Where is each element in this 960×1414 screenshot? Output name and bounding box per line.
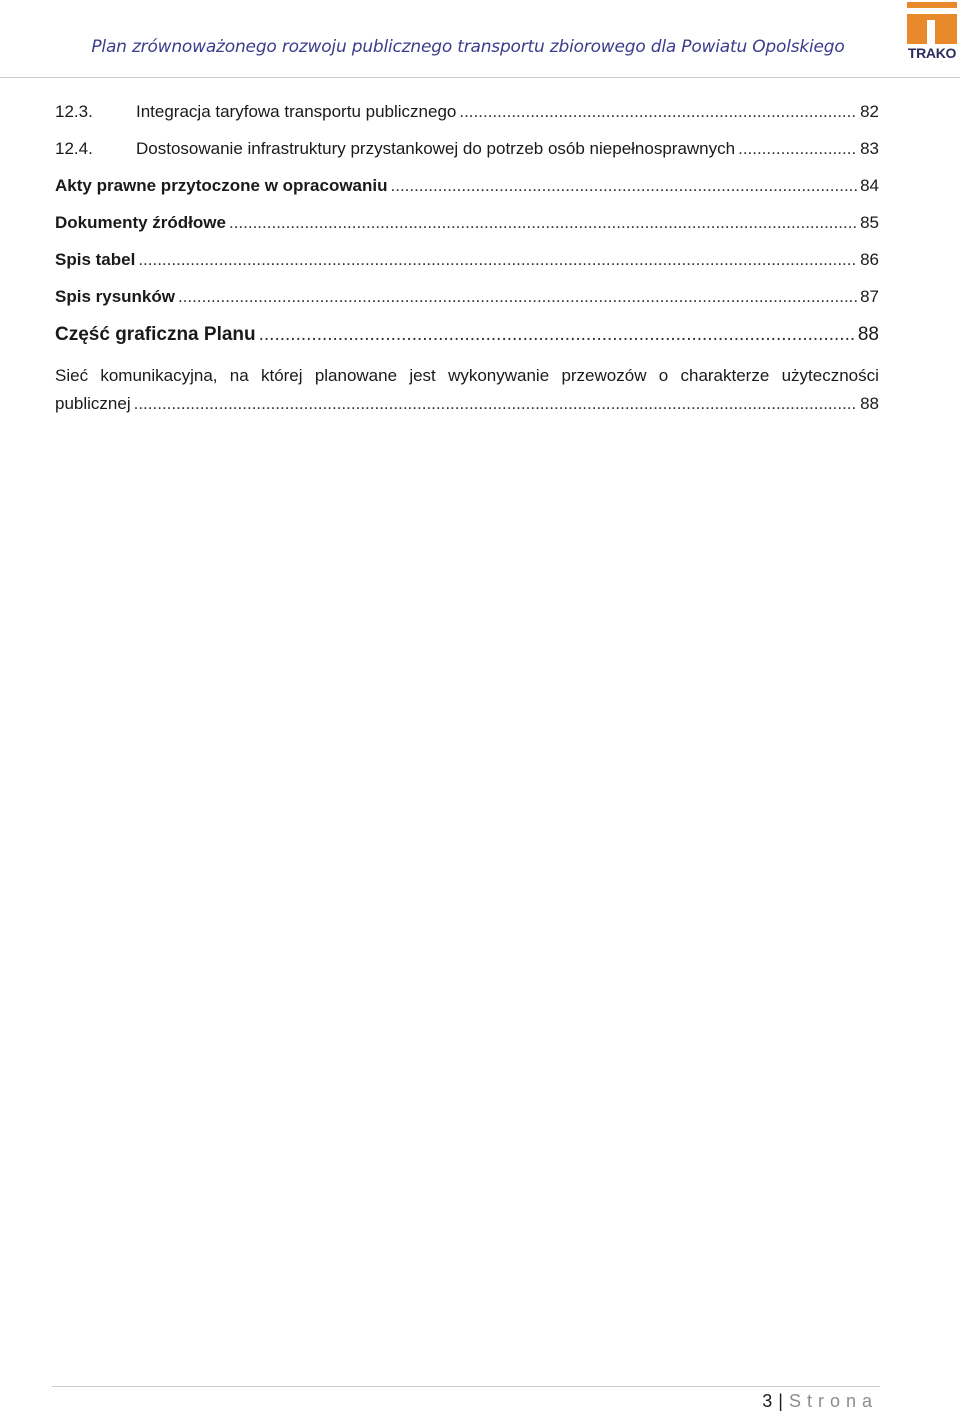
toc-entry-akty-prawne[interactable] bbox=[55, 176, 879, 213]
toc-entry-label-line2 bbox=[55, 394, 879, 422]
toc-leader-dots bbox=[391, 176, 858, 196]
toc-entry-page: 87 bbox=[860, 287, 879, 306]
toc-word: przewozów bbox=[561, 366, 647, 385]
running-header: Plan zrównoważonego rozwoju publicznego transportu zbiorowego dla Powiatu Opolskiego bbox=[91, 37, 845, 57]
toc-entry-page: 88 bbox=[860, 394, 879, 413]
toc-entry-spis-rysunkow[interactable] bbox=[55, 287, 879, 324]
toc-entry-siec-komunikacyjna[interactable] bbox=[55, 366, 879, 422]
toc-word: na bbox=[229, 366, 249, 385]
toc-entry-label: Dostosowanie infrastruktury przystankowej do potrzeb osób niepełnosprawnych bbox=[136, 139, 736, 158]
toc-leader-dots bbox=[229, 213, 857, 233]
table-of-contents bbox=[55, 102, 879, 422]
toc-entry-number: 12.4. bbox=[55, 139, 93, 158]
toc-entry-page: 82 bbox=[860, 102, 879, 121]
toc-entry-label-line1 bbox=[55, 366, 879, 394]
trako-logo bbox=[904, 0, 960, 64]
toc-leader-dots bbox=[259, 324, 855, 346]
toc-entry-page: 86 bbox=[860, 250, 879, 269]
toc-entry-12-4[interactable] bbox=[55, 139, 879, 176]
toc-entry-label: Integracja taryfowa transportu publicznego bbox=[136, 102, 457, 121]
toc-word: której bbox=[260, 366, 303, 385]
toc-entry-number: 12.3. bbox=[55, 102, 93, 121]
toc-entry-label: Dokumenty źródłowe bbox=[55, 213, 226, 232]
toc-entry-label: Spis rysunków bbox=[55, 287, 175, 306]
toc-entry-spis-tabel[interactable] bbox=[55, 250, 879, 287]
toc-entry-12-3[interactable] bbox=[55, 102, 879, 139]
logo-block-left bbox=[907, 14, 927, 44]
toc-entry-label: Spis tabel bbox=[55, 250, 136, 269]
logo-text: TRAKO bbox=[907, 45, 957, 61]
toc-entry-page: 84 bbox=[860, 176, 879, 195]
logo-bar bbox=[907, 2, 957, 8]
footer-page-word: Strona bbox=[788, 1391, 878, 1411]
toc-leader-dots bbox=[459, 102, 857, 122]
toc-leader-dots bbox=[138, 250, 857, 270]
toc-word: użyteczności bbox=[781, 366, 879, 385]
toc-word: wykonywanie bbox=[448, 366, 550, 385]
toc-leader-dots bbox=[178, 287, 857, 307]
toc-leader-dots bbox=[738, 139, 857, 159]
toc-word: Sieć bbox=[55, 366, 89, 385]
footer-divider bbox=[52, 1386, 880, 1387]
footer-separator: | bbox=[778, 1391, 783, 1411]
toc-entry-label: Akty prawne przytoczone w opracowaniu bbox=[55, 176, 388, 195]
toc-entry-czesc-graficzna[interactable] bbox=[55, 324, 879, 363]
page-footer bbox=[762, 1391, 878, 1412]
toc-entry-label: Część graficzna Planu bbox=[55, 324, 256, 345]
toc-word: charakterze bbox=[680, 366, 770, 385]
toc-word: planowane bbox=[314, 366, 398, 385]
toc-leader-dots bbox=[134, 394, 857, 414]
toc-entry-page: 85 bbox=[860, 213, 879, 232]
header-divider bbox=[0, 77, 960, 78]
toc-word: komunikacyjna, bbox=[100, 366, 218, 385]
logo-block-right bbox=[935, 14, 957, 44]
toc-word: jest bbox=[409, 366, 436, 385]
toc-entry-label: publicznej bbox=[55, 394, 131, 413]
toc-entry-page: 83 bbox=[860, 139, 879, 158]
logo-stem bbox=[927, 14, 935, 20]
toc-entry-dokumenty[interactable] bbox=[55, 213, 879, 250]
toc-word: o bbox=[658, 366, 669, 385]
page-number: 3 bbox=[762, 1391, 773, 1411]
toc-entry-page: 88 bbox=[857, 324, 879, 345]
